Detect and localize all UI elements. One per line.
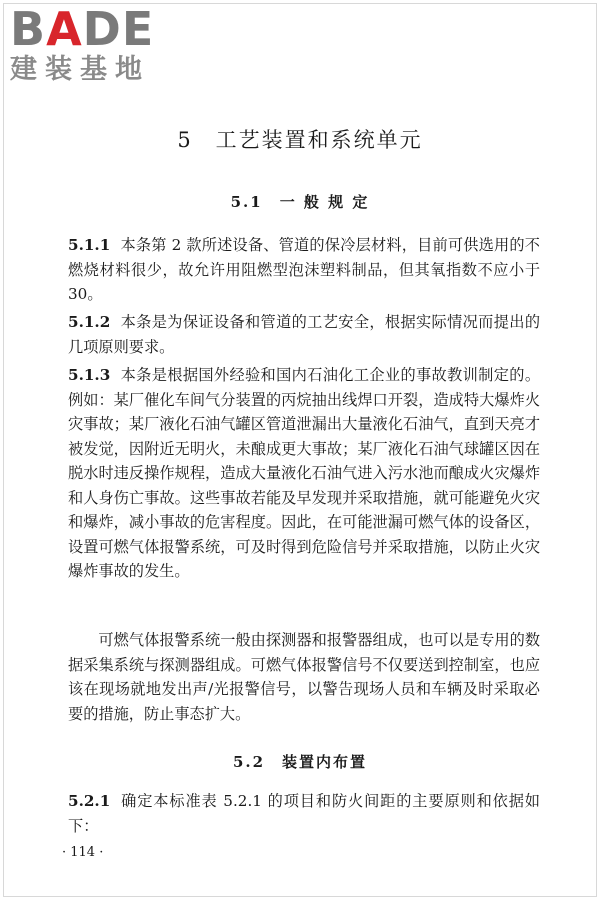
logo-wordmark: BADE bbox=[10, 2, 155, 56]
bade-logo bbox=[10, 2, 180, 86]
clause-5-2-1 bbox=[68, 789, 540, 838]
page-number: · 114 · bbox=[62, 845, 104, 860]
clause-number: 5.2.1 bbox=[68, 792, 111, 810]
clause-text: 本条第 2 款所述设备、管道的保冷层材料，目前可供选用的不燃烧材料很少，故允许用阻燃型泡沫塑料制品，但其氧指数不应小于 30。 bbox=[68, 236, 540, 303]
clause-number: 5.1.1 bbox=[68, 236, 111, 254]
clause-5-1-2 bbox=[68, 310, 540, 359]
clause-number: 5.1.3 bbox=[68, 366, 111, 384]
section-title-5-1: 5.1 一 般 规 定 bbox=[230, 193, 370, 211]
logo-subtitle: 建装基地 bbox=[10, 54, 150, 85]
clause-text: 本条是为保证设备和管道的工艺安全，根据实际情况而提出的几项原则要求。 bbox=[68, 313, 540, 356]
clause-text: 可燃气体报警系统一般由探测器和报警器组成，也可以是专用的数据采集系统与探测器组成。可燃气体报警信号不仅要送到控制室，也应该在现场就地发出声/光报警信号，以警告现场人员和车辆及时采取必要的措施，防止事态扩大。 bbox=[68, 631, 540, 723]
chapter-title: 5 工艺装置和系统单元 bbox=[177, 128, 423, 152]
clause-5-1-3-continuation bbox=[68, 628, 540, 726]
clause-number: 5.1.2 bbox=[68, 313, 111, 331]
clause-text: 本条是根据国外经验和国内石油化工企业的事故教训制定的。例如：某厂催化车间气分装置的丙烷抽出线焊口开裂，造成特大爆炸火灾事故；某厂液化石油气罐区管道泄漏出大量液化石油气，直到天亮才被发觉，因附近无明火，未酿成更大事故；某厂液化石油气球罐区因在脱水时违反操作规程，造成大量液化石油气进入污水池而酿成火灾爆炸和人身伤亡事故。这些事故若能及早发现并采取措施，就可能避免火灾和爆炸，减小事故的危害程度。因此，在可能泄漏可燃气体的设备区，设置可燃气体报警系统，可及时得到危险信号并采取措施，以防止火灾爆炸事故的发生。 bbox=[68, 366, 540, 580]
section-title-5-2: 5.2 装置内布置 bbox=[232, 753, 368, 771]
clause-5-1-1 bbox=[68, 233, 540, 307]
clause-text: 确定本标准表 5.2.1 的项目和防火间距的主要原则和依据如下： bbox=[68, 792, 540, 835]
clause-5-1-3 bbox=[68, 363, 540, 584]
